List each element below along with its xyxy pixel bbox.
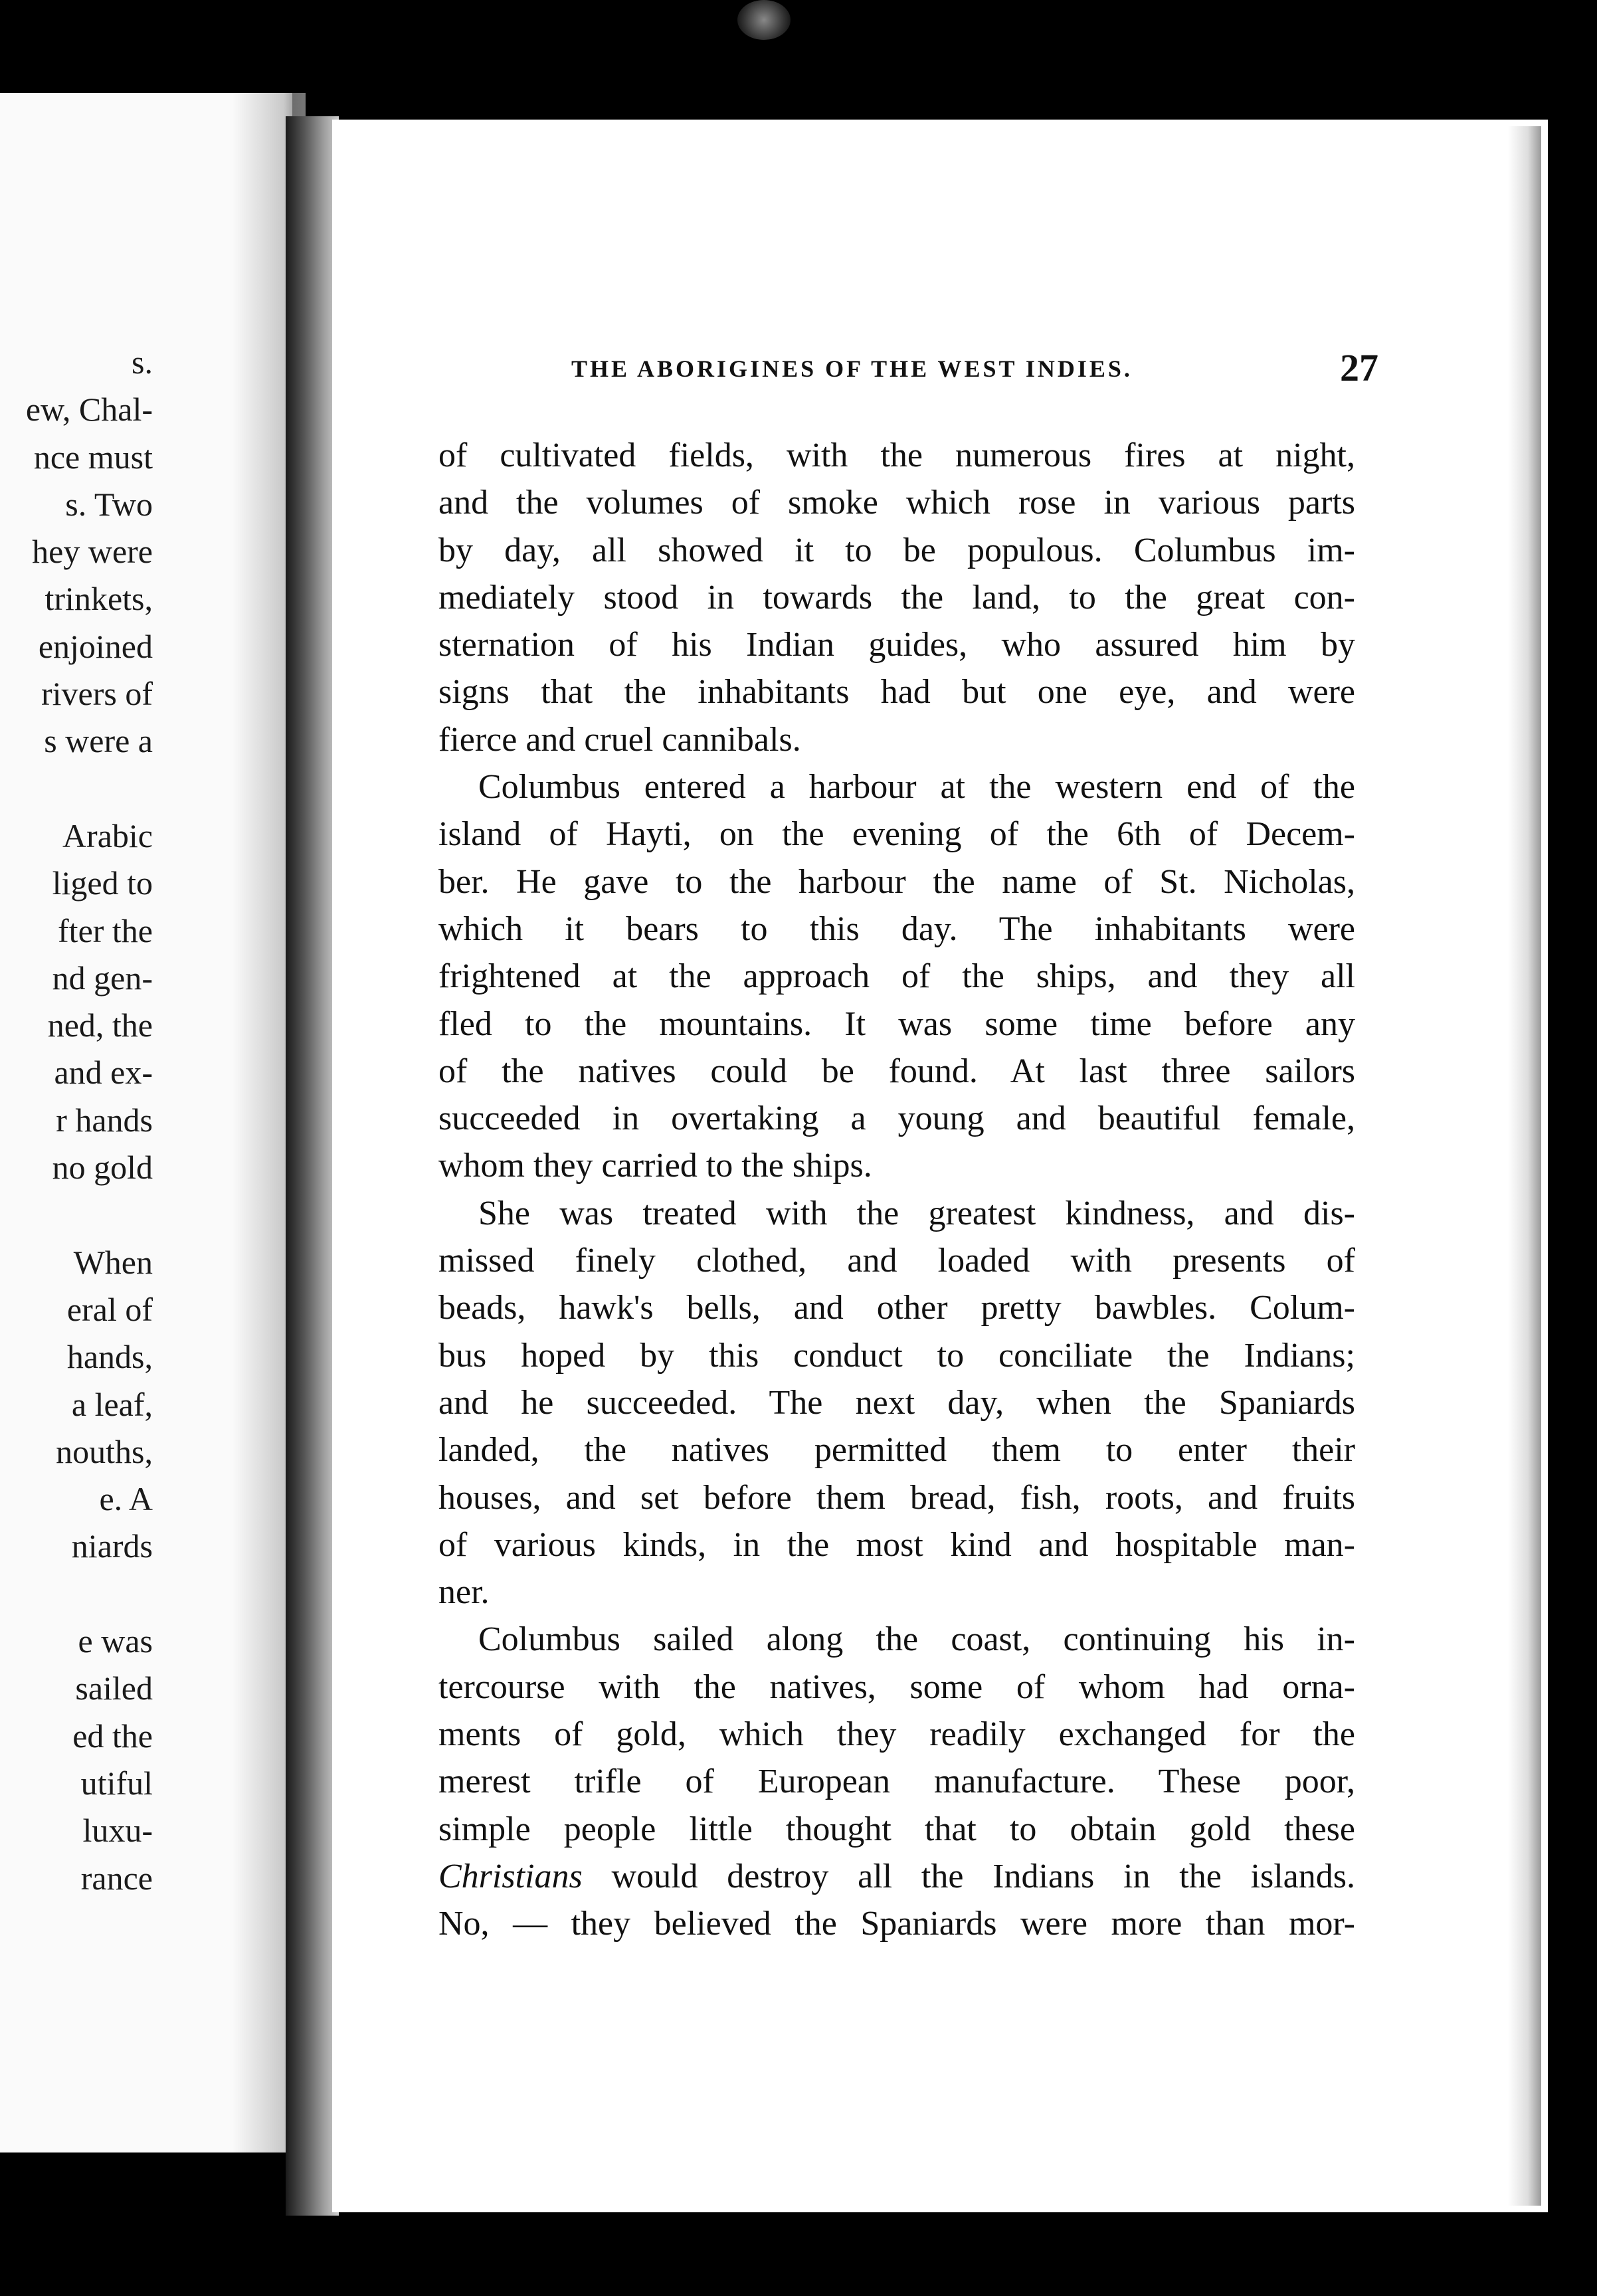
text-line: tercourse with the natives, some of whom had orna- [438,1668,1355,1706]
left-fragment-line [0,1571,153,1618]
left-fragment-line: nce must [33,438,153,476]
left-fragment-line: a leaf, [71,1385,153,1423]
text-line: bus hoped by this conduct to conciliate the Indians; [438,1336,1355,1375]
left-fragment-line: When [73,1243,153,1281]
text-line: succeeded in overtaking a young and beautiful female, [438,1100,1355,1138]
left-fragment-line: luxu- [82,1812,153,1850]
left-fragment-line [0,1191,153,1238]
text-line: No, — they believed the Spaniards were more than mor- [438,1905,1355,1943]
text-line: whom they carried to the ships. [438,1147,872,1185]
italic-word: Christians [438,1857,583,1895]
left-fragment-line: r hands [56,1101,153,1139]
left-fragment-line: fter the [58,911,153,949]
text-line: beads, hawk's bells, and other pretty bawbles. Colum- [438,1289,1355,1327]
left-fragment-line: hey were [32,533,153,571]
left-fragment-line: eral of [66,1290,153,1328]
left-fragment-line: s. [132,343,153,381]
left-fragment-line: e. A [99,1480,153,1518]
scan-artifact [737,0,791,40]
text-line: sternation of his Indian guides, who assured him by [438,626,1355,664]
text-line: and the volumes of smoke which rose in various parts [438,484,1355,522]
left-fragment-line: trinkets, [45,580,153,618]
left-fragment-line: s were a [44,722,153,760]
left-fragment-line: rivers of [41,675,153,713]
left-page-text-fragment [0,339,153,1902]
left-fragment-line: sailed [75,1670,153,1707]
right-page-edge [1508,126,1541,2206]
left-fragment-line: s. Two [65,485,153,523]
text-line: landed, the natives permitted them to enter their [438,1431,1355,1470]
left-fragment-line: ew, Chal- [25,391,153,429]
text-line: ments of gold, which they readily exchanged for the [438,1715,1355,1754]
left-fragment-line: nouths, [56,1432,153,1470]
text-line: which it bears to this day. The inhabitants were [438,909,1355,948]
text-line: ber. He gave to the harbour the name of St. Nicholas, [438,862,1355,901]
text-line-with-italic [438,1853,1355,1900]
left-fragment-line [0,765,153,813]
text-line: and he succeeded. The next day, when the Spaniards [438,1383,1355,1422]
text-line: of cultivated fields, with the numerous fires at night, [438,436,1355,474]
text-line: of the natives could be found. At last three sailors [438,1052,1355,1090]
text-line: simple people little thought that to obtain gold these [438,1810,1355,1848]
paragraph-first-line: She was treated with the greatest kindness, and dis- [478,1194,1355,1232]
left-fragment-line: utiful [80,1764,153,1802]
text-line: missed finely clothed, and loaded with presents of [438,1242,1355,1280]
left-fragment-line: and ex- [54,1054,153,1092]
text-line: fierce and cruel cannibals. [438,720,801,759]
left-fragment-line: e was [78,1622,153,1660]
text-line: island of Hayti, on the evening of the 6th of Decem- [438,815,1355,854]
paragraph-first-line: Columbus sailed along the coast, continuing his in- [478,1620,1355,1659]
text-line-remainder: would destroy all the Indians in the islands. [611,1857,1355,1895]
text-line: of various kinds, in the most kind and hospitable man- [438,1525,1355,1564]
left-fragment-line: liged to [52,864,153,902]
left-fragment-line: niards [71,1527,153,1565]
left-fragment-line: rance [80,1859,153,1897]
text-line: merest trifle of European manufacture. These poor, [438,1763,1355,1801]
left-fragment-line: ed the [72,1717,153,1755]
text-line: houses, and set before them bread, fish, roots, and fruits [438,1478,1355,1517]
book-gutter [286,116,339,2216]
left-fragment-line: nd gen- [52,959,153,997]
text-line: mediately stood in towards the land, to the great con- [438,578,1355,617]
left-fragment-line: hands, [66,1338,153,1376]
text-line: frightened at the approach of the ships, and they all [438,957,1355,996]
text-line: signs that the inhabitants had but one eye, and were [438,673,1355,712]
body-text [438,432,1355,1948]
left-fragment-line: Arabic [62,816,153,854]
text-line: by day, all showed it to be populous. Columbus im- [438,531,1355,569]
left-fragment-line: enjoined [38,627,153,665]
text-line: fled to the mountains. It was some time before any [438,1004,1355,1043]
left-fragment-line: ned, the [47,1006,153,1044]
text-line: ner. [438,1573,490,1612]
left-fragment-line: no gold [52,1149,153,1187]
paragraph-first-line: Columbus entered a harbour at the western end of the [478,768,1355,807]
page-number: 27 [1340,346,1378,389]
running-head: THE ABORIGINES OF THE WEST INDIES. [571,355,1133,382]
